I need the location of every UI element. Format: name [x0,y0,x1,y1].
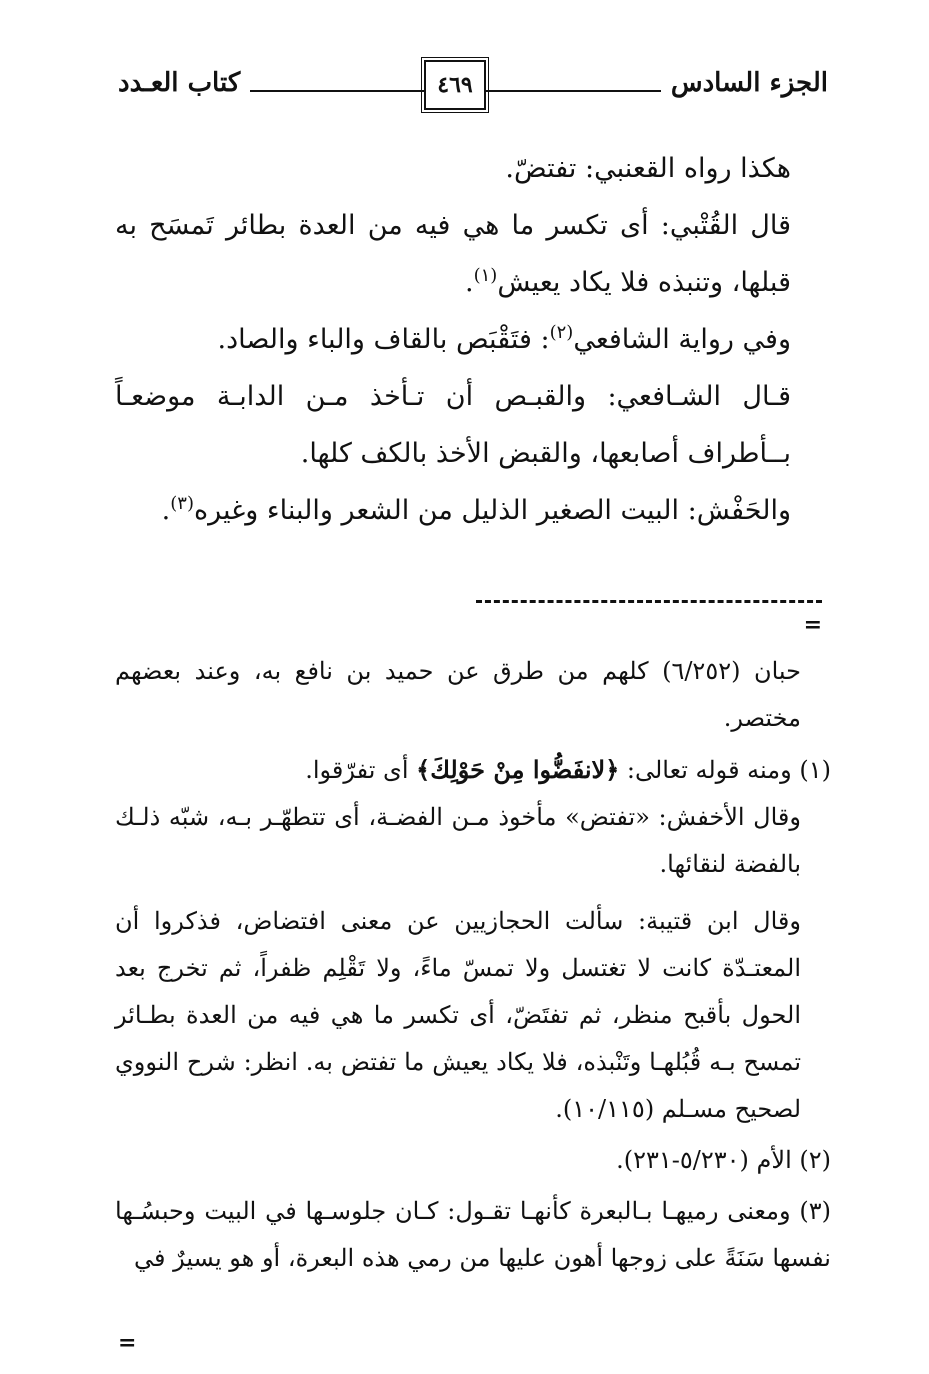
main-text [115,140,831,539]
footnote-1: (١) ومنه قوله تعالى: ﴿لانفَضُّوا مِنْ حَوْلِكَ﴾ أى تفرّقوا. [305,755,831,784]
paragraph-4: قـال الشـافعي: والقبـص أن تـأخذ مـن الدابـة موضعـاً بــأطراف أصابعها، والقبض الأخذ بالكف كلها. [115,381,791,469]
paragraph-2: قال القُتْبي: أى تكسر ما هي فيه من العدة بطائر تَمسَح به قبلها، وتنبذه فلا يكاد يعيش$^{(١)}$. [115,210,791,298]
footnote-ref-1: (١) [473,265,498,286]
footnotes [115,648,831,1282]
bottom-continuation-mark: = [118,1330,137,1356]
footnote-ref-2: (٢) [549,322,574,343]
footnote-2: (٢) الأم (٥/٢٣٠-٢٣١). [616,1146,831,1174]
footnote-ref-3: (٣) [170,493,194,514]
volume-title: الجزء السادس [661,68,828,98]
paragraph-5: والحَفْش: البيت الصغير الذليل من الشعر والبناء وغيره$^{(٣)}$. [161,493,791,526]
quran-quote: ﴿لانفَضُّوا مِنْ حَوْلِكَ﴾ [416,755,620,784]
page-number: ٤٦٩ [424,60,486,110]
paragraph-3: وفي رواية الشافعي$^{(٢)}$: فتَقْبَص بالقاف والباء والصاد. [217,322,791,355]
footnote-3: (٣) ومعنى رميهـا بـالبعرة كأنهـا تقـول: كـان جلوسـها في البيت وحبسُـها نفسها سَنَةً على زوجها أهون عليها من رمي هذه البعرة، أو هو يسيرٌ في [115,1197,831,1272]
paragraph-1: هكذا رواه القعنبي: تفتضّ. [505,153,791,184]
footnote-continuation: حبان (٦/٢٥٢) كلهم من طرق عن حميد بن نافع به، وعند بعضهم مختصر. [115,657,801,732]
continuation-mark: = [803,612,822,638]
separator-line [476,600,822,603]
book-title: كتاب العـدد [118,68,250,98]
footnote-1-ibn-qutayba: وقال ابن قتيبة: سألت الحجازيين عن معنى افتضاض، فذكروا أن المعتـدّة كانت لا تغتسل ولا تمسّ ماءً، ولا تَقْلِم ظفراً، ثم تخرج بعد الحول بأقبح منظر، ثم تفتَضّ، أى تكسر ما هي فيه من العدة بطـائر تمسح بـه قُبُلهـا وتَنْبذه، فلا يكاد يعيش ما تفتض به. انظر: شرح النووي لصحيح مسـلم (١٠/١١٥). [115,907,801,1123]
footnote-separator [476,600,822,638]
footnote-1-akhfash: وقال الأخفش: «تفتض» مأخوذ مـن الفضـة، أى تتطهّـر بـه، شبّه ذلـك بالفضة لنقائها. [115,803,801,878]
page-header [118,60,828,120]
